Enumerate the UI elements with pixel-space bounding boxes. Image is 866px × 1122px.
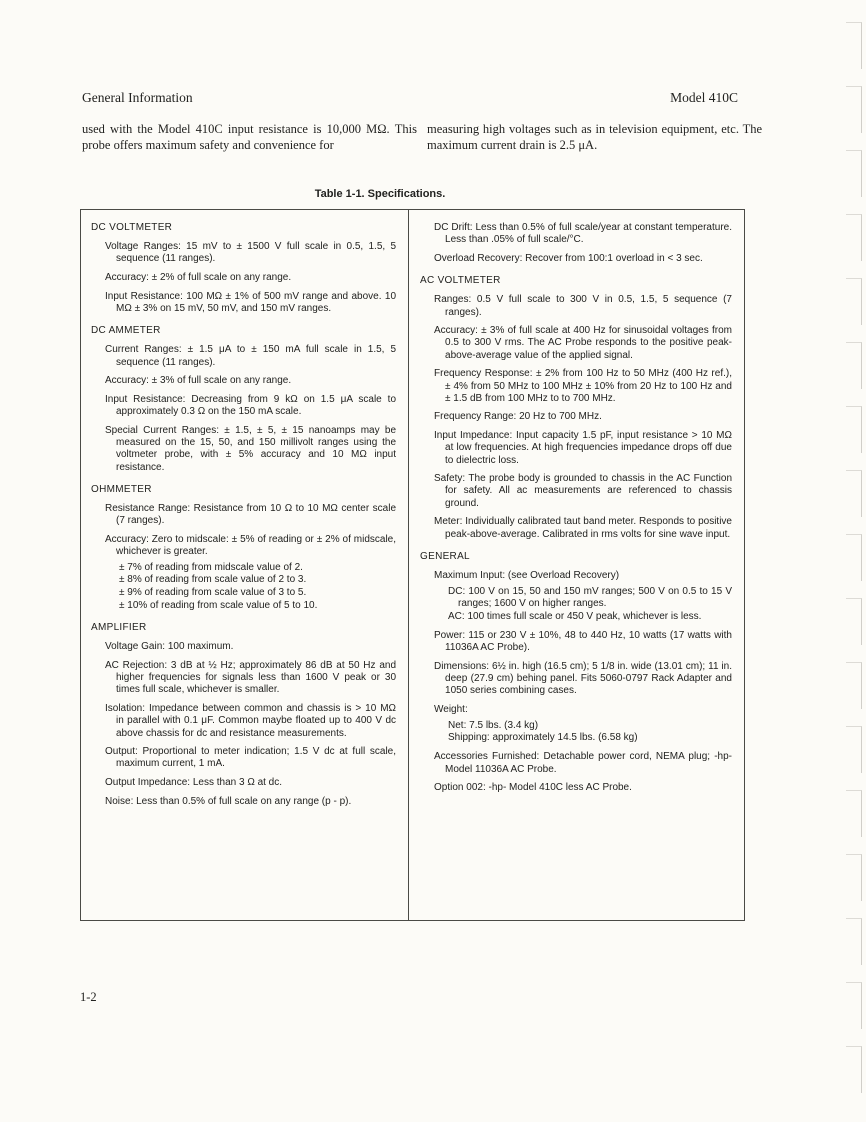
- spec-item: Ranges: 0.5 V full scale to 300 V in 0.5, 1.5, 5 sequence (7 ranges).: [434, 294, 732, 318]
- spec-item: Safety: The probe body is grounded to chassis in the AC Function for safety. All ac measurements are referenced to chassis ground.: [434, 473, 732, 509]
- spec-item: Current Ranges: ± 1.5 μA to ± 150 mA full scale in 1.5, 5 sequence (11 ranges).: [105, 344, 397, 368]
- spec-item: Power: 115 or 230 V ± 10%, 48 to 440 Hz, 10 watts (17 watts with 11036A AC Probe).: [434, 629, 732, 653]
- page-number: 1-2: [80, 990, 97, 1004]
- spec-item: Accuracy: ± 2% of full scale on any range.: [105, 272, 292, 284]
- spec-subitem: ± 7% of reading from midscale value of 2.: [119, 561, 303, 573]
- intro-paragraphs: [82, 122, 762, 153]
- scan-edge-mark: [846, 982, 862, 1029]
- spec-item: Meter: Individually calibrated taut band meter. Responds to positive peak-above-average. Calibrated in rms volts for sine wave input.: [434, 516, 732, 540]
- scan-edge-mark: [846, 406, 862, 453]
- spec-subitem: ± 10% of reading from scale value of 5 to 10.: [119, 599, 318, 611]
- spec-item: Voltage Ranges: 15 mV to ± 1500 V full scale in 0.5, 1.5, 5 sequence (11 ranges).: [105, 241, 397, 265]
- scan-edge-mark: [846, 470, 862, 517]
- scan-edge-mark: [846, 854, 862, 901]
- spec-subitem: ± 8% of reading from scale value of 2 to 3.: [119, 574, 307, 586]
- scan-edge-mark: [846, 662, 862, 709]
- spec-subitem: AC: 100 times full scale or 450 V peak, whichever is less.: [448, 610, 702, 622]
- spec-subitem: Net: 7.5 lbs. (3.4 kg): [448, 719, 539, 731]
- scan-edge-mark: [846, 1046, 862, 1093]
- spec-item: Input Impedance: Input capacity 1.5 pF, input resistance > 10 MΩ at low frequencies. At high frequencies impedance drops off due to dielectric loss.: [434, 430, 732, 466]
- spec-item: DC Drift: Less than 0.5% of full scale/year at constant temperature. Less than .05% of full scale/°C.: [434, 222, 732, 246]
- spec-item: Input Resistance: Decreasing from 9 kΩ on 1.5 μA scale to approximately 0.3 Ω on the 150 mA scale.: [105, 394, 397, 418]
- spec-item: Isolation: Impedance between common and chassis is > 10 MΩ in parallel with 0.1 μF. Common maybe floated up to 400 V dc above chassis for dc and resistance measurements.: [105, 703, 397, 739]
- spec-column-left: [81, 210, 408, 920]
- intro-right-column: measuring high voltages such as in television equipment, etc. The maximum current drain is 2.5 μA.: [427, 122, 762, 152]
- spec-item: Accuracy: ± 3% of full scale on any range.: [105, 375, 292, 387]
- spec-item: Noise: Less than 0.5% of full scale on any range (p - p).: [105, 795, 352, 807]
- header-model-number: Model 410C: [670, 90, 738, 105]
- spec-item: Accuracy: Zero to midscale: ± 5% of reading or ± 2% of midscale, whichever is greater.: [105, 533, 397, 558]
- spec-section-heading: DC VOLTMETER: [91, 222, 173, 233]
- scan-edge-mark: [846, 726, 862, 773]
- scan-edge-mark: [846, 342, 862, 389]
- spec-subitem: Shipping: approximately 14.5 lbs. (6.58 kg): [448, 732, 638, 744]
- scan-edge-mark: [846, 918, 862, 965]
- spec-column-right: [408, 210, 744, 920]
- table-title: Table 1-1. Specifications.: [314, 188, 446, 200]
- intro-left-column: used with the Model 410C input resistance is 10,000 MΩ. This probe offers maximum safety and convenience for: [82, 122, 417, 152]
- spec-item: Accuracy: ± 3% of full scale at 400 Hz for sinusoidal voltages from 0.5 to 300 V rms. The AC Probe responds to the positive peak-above-average value of the applied signal.: [434, 325, 732, 361]
- spec-item: Resistance Range: Resistance from 10 Ω to 10 MΩ center scale (7 ranges).: [105, 502, 397, 527]
- spec-subitem: ± 9% of reading from scale value of 3 to 5.: [119, 587, 307, 599]
- spec-item: Accessories Furnished: Detachable power cord, NEMA plug; -hp- Model 11036A AC Probe.: [434, 751, 732, 775]
- spec-item: Maximum Input: (see Overload Recovery): [434, 569, 620, 581]
- spec-item: Dimensions: 6½ in. high (16.5 cm); 5 1/8 in. wide (13.01 cm); 11 in. deep (27.9 cm) behing panel. Fits 5060-0797 Rack Adapter and 1050 series combining cases.: [434, 660, 732, 697]
- scan-edge-mark: [846, 22, 862, 69]
- header-section-title: General Information: [82, 90, 193, 105]
- scan-edge-mark: [846, 598, 862, 645]
- spec-section-heading: GENERAL: [420, 550, 470, 562]
- spec-item: Weight:: [434, 703, 468, 715]
- spec-subitem: DC: 100 V on 15, 50 and 150 mV ranges; 500 V on 0.5 to 15 V ranges; 1600 V on higher ranges.: [448, 585, 732, 609]
- spec-item: Overload Recovery: Recover from 100:1 overload in < 3 sec.: [434, 252, 703, 264]
- spec-item: Frequency Range: 20 Hz to 700 MHz.: [434, 411, 602, 423]
- scan-edge-mark: [846, 214, 862, 261]
- spec-item: Input Resistance: 100 MΩ ± 1% of 500 mV range and above. 10 MΩ ± 3% on 15 mV, 50 mV, and 150 mV ranges.: [105, 290, 397, 315]
- spec-item: Option 002: -hp- Model 410C less AC Probe.: [434, 782, 632, 794]
- spec-item: Frequency Response: ± 2% from 100 Hz to 50 MHz (400 Hz ref.), ± 4% from 50 MHz to 100 MHz ± 10% from 20 Hz to 100 Hz and ± 1.5 dB from 100 MHz to to 700 MHz.: [434, 368, 732, 404]
- spec-section-heading: DC AMMETER: [91, 325, 161, 337]
- spec-section-heading: OHMMETER: [91, 483, 152, 495]
- scan-edge-mark: [846, 278, 862, 325]
- spec-item: AC Rejection: 3 dB at ½ Hz; approximately 86 dB at 50 Hz and higher frequencies for signals less than 1600 V peak or 30 times full scale, whichever is smaller.: [105, 659, 397, 696]
- scan-edge-mark: [846, 534, 862, 581]
- spec-item: Special Current Ranges: ± 1.5, ± 5, ± 15 nanoamps may be measured on the 15, 50, and 150 millivolt ranges using the voltmeter probe, with ± 5% accuracy and 10 MΩ input resistance.: [105, 424, 397, 473]
- spec-section-heading: AC VOLTMETER: [420, 275, 501, 287]
- spec-item: Voltage Gain: 100 maximum.: [105, 641, 234, 653]
- scan-edge-mark: [846, 86, 862, 133]
- specifications-table: [80, 209, 745, 921]
- scan-edge-mark: [846, 790, 862, 837]
- scan-edge-mark: [846, 150, 862, 197]
- spec-item: Output: Proportional to meter indication; 1.5 V dc at full scale, maximum current, 1 mA.: [105, 746, 397, 770]
- spec-section-heading: AMPLIFIER: [91, 622, 147, 634]
- page-header: [82, 90, 738, 106]
- spec-item: Output Impedance: Less than 3 Ω at dc.: [105, 777, 283, 789]
